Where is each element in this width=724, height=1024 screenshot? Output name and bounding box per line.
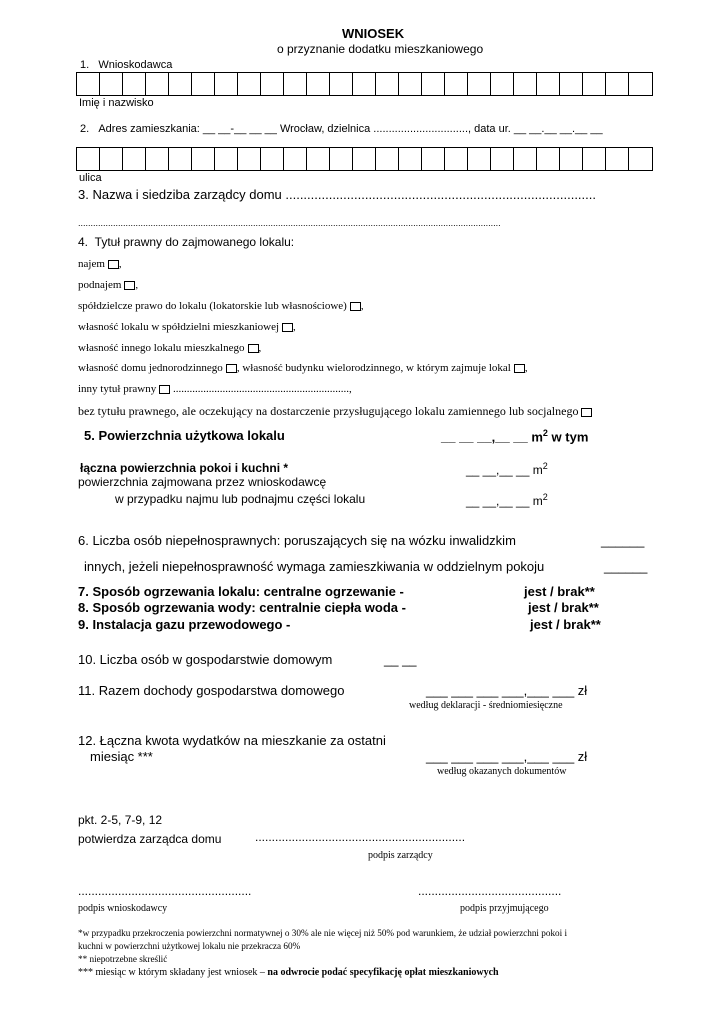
option-other[interactable]: inny tytuł prawny ................................................................,	[78, 383, 352, 395]
legal-title-heading: 4. Tytuł prawny do zajmowanego lokalu:	[78, 235, 295, 249]
footnote-1a: *w przypadku przekroczenia powierzchni normatywnej o 30% ale nie więcej niż 50% pod warunkiem, że udział powierzchni pokoi i	[78, 928, 568, 938]
checkbox[interactable]	[350, 302, 361, 311]
checkbox[interactable]	[514, 364, 525, 373]
expenses-label2: miesiąc ***	[90, 749, 153, 764]
gas-label: 9. Instalacja gazu przewodowego -	[78, 617, 291, 632]
section1-label: 1. Wnioskodawca	[80, 59, 173, 71]
disabled-wheelchair-value[interactable]: ______	[601, 533, 645, 548]
option-podnajem[interactable]: podnajem ,	[78, 279, 139, 291]
occupied-area-label2: w przypadku najmu lub podnajmu części lokalu	[115, 492, 366, 506]
household-size-value[interactable]: __ __	[384, 652, 417, 667]
rooms-area-label: łączna powierzchnia pokoi i kuchni *	[80, 461, 289, 475]
disabled-other-value[interactable]: ______	[604, 559, 648, 574]
checkbox[interactable]	[248, 344, 259, 353]
household-size-label: 10. Liczba osób w gospodarstwie domowym	[78, 652, 333, 667]
disabled-other-label: innych, jeżeli niepełnosprawność wymaga zamieszkiwania w oddzielnym pokoju	[84, 559, 545, 574]
expenses-caption: według okazanych dokumentów	[437, 766, 567, 777]
occupied-area-label1: powierzchnia zajmowana przez wnioskodawcę	[78, 475, 327, 489]
checkbox[interactable]	[108, 260, 119, 269]
address-line: 2. Adres zamieszkania: __ __-__ __ __ Wrocław, dzielnica ..............................., data ur. __ __.__ __.__ __	[80, 123, 603, 135]
street-input-grid[interactable]	[76, 147, 653, 171]
hot-water-value[interactable]: jest / brak**	[528, 600, 599, 615]
rooms-area-value: __ __,__ __ $m^2$	[466, 461, 548, 477]
page-subtitle: o przyznanie dodatku mieszkaniowego	[277, 42, 484, 56]
income-label: 11. Razem dochody gospodarstwa domowego	[78, 683, 345, 698]
manager-signature-caption: podpis zarządcy	[368, 850, 433, 861]
manager-line: 3. Nazwa i siedziba zarządcy domu ......................................................................................	[78, 187, 596, 202]
option-coop-ownership[interactable]: własność lokalu w spółdzielni mieszkaniowej ,	[78, 321, 296, 333]
income-value[interactable]: ___ ___ ___ ___,___ ___ zł	[426, 683, 588, 698]
option-no-title[interactable]: bez tytułu prawnego, ale oczekujący na dostarczenie przysługującego lokalu zamiennego lub socjalnego	[78, 404, 592, 419]
income-caption: według deklaracji - średniomiesięczne	[409, 700, 563, 711]
occupied-area-value: __ __,__ __ $m^2$	[466, 492, 548, 508]
manager-dots: .........................................................................................................................................................................	[78, 218, 501, 228]
option-house[interactable]: własność domu jednorodzinnego , własność budynku wielorodzinnego, w którym zajmuje lokal ,	[78, 362, 528, 374]
gas-value[interactable]: jest / brak**	[530, 617, 601, 632]
manager-signature-line[interactable]: ...............................................................	[255, 830, 466, 844]
checkbox[interactable]	[226, 364, 237, 373]
option-other-unit[interactable]: własność innego lokalu mieszkalnego ,	[78, 342, 262, 354]
receiver-signature-caption: podpis przyjmującego	[460, 903, 549, 914]
receiver-signature-line[interactable]: ...........................................	[418, 884, 562, 898]
option-cooperative[interactable]: spółdzielcze prawo do lokalu (lokatorskie lub własnościowe) ,	[78, 300, 364, 312]
confirm-label: potwierdza zarządca domu	[78, 832, 222, 846]
option-najem[interactable]: najem ,	[78, 258, 122, 270]
area-value: __ __ __,__ __ $m^2$ w tym	[441, 428, 589, 445]
checkbox[interactable]	[282, 323, 293, 332]
applicant-signature-caption: podpis wnioskodawcy	[78, 903, 168, 914]
footnote-2: ** niepotrzebne skreślić	[78, 954, 168, 964]
checkbox[interactable]	[124, 281, 135, 290]
footnote-3: *** miesiąc w którym składany jest wniosek – na odwrocie podać specyfikację opłat mieszkaniowych	[78, 967, 499, 978]
disabled-wheelchair-label: 6. Liczba osób niepełnosprawnych: poruszających się na wózku inwalidzkim	[78, 533, 516, 548]
footnote-1b: kuchni w powierzchni użytkowej lokalu nie przekracza 60%	[78, 941, 301, 951]
section2-caption: ulica	[79, 172, 102, 184]
checkbox[interactable]	[159, 385, 170, 394]
hot-water-label: 8. Sposób ogrzewania wody: centralnie ciepła woda -	[78, 600, 406, 615]
applicant-signature-line[interactable]: ....................................................	[78, 884, 252, 898]
confirm-points: pkt. 2-5, 7-9, 12	[78, 813, 163, 827]
heating-label: 7. Sposób ogrzewania lokalu: centralne ogrzewanie -	[78, 584, 404, 599]
name-input-grid[interactable]	[76, 72, 653, 96]
expenses-label1: 12. Łączna kwota wydatków na mieszkanie za ostatni	[78, 733, 386, 748]
expenses-value[interactable]: ___ ___ ___ ___,___ ___ zł	[426, 749, 588, 764]
page-title: WNIOSEK	[342, 26, 405, 41]
area-heading: 5. Powierzchnia użytkowa lokalu	[84, 428, 285, 443]
section1-caption: Imię i nazwisko	[79, 97, 154, 109]
heating-value[interactable]: jest / brak**	[524, 584, 595, 599]
checkbox[interactable]	[581, 408, 592, 417]
